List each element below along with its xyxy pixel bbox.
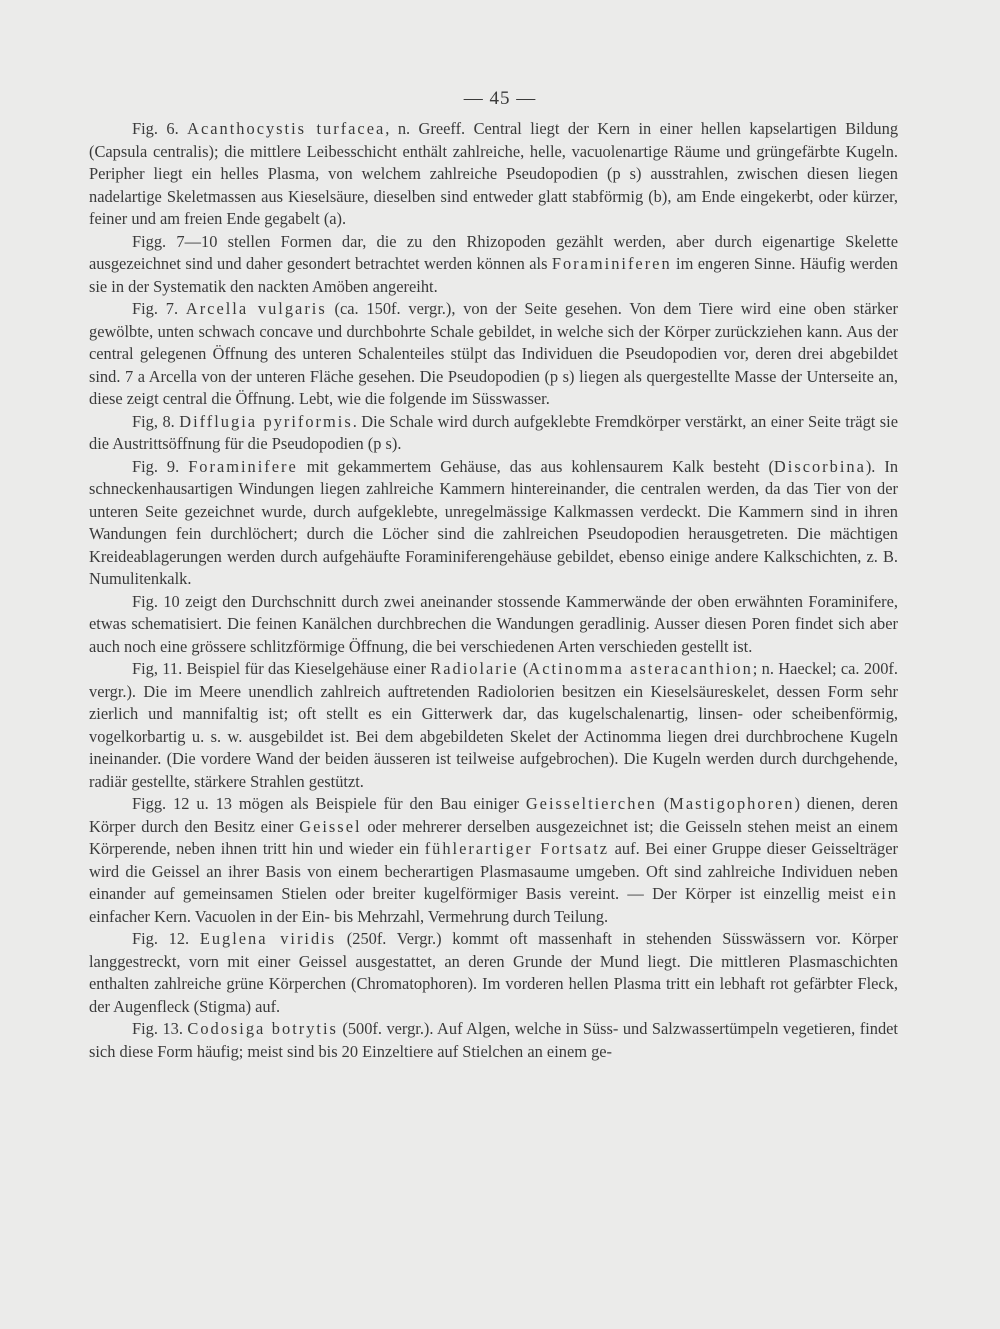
text-run: Fig, 8. bbox=[132, 411, 180, 431]
text-run: Figg. 7—10 stellen Formen dar, die zu den Rhizopoden gezählt werden, aber durch eigenartige Skelette ausgezeichnet sind und daher gesondert betrachtet werden können als bbox=[89, 231, 898, 273]
text-run: ) dienen, deren Körper durch den Besitz einer bbox=[89, 794, 898, 836]
spaced-term: ein bbox=[871, 884, 898, 903]
text-run: (ca. 150f. vergr.), von der Seite gesehen. Von dem Tiere wird eine oben stärker gewölbte, unten schwach concave und durchbohrte Schale gebildet, in welche sich der Körper zurückziehen kann. Aus der central gelegenen Öffnung des unteren Schalenteiles stülpt das Individuen die Pseudopodien vor, deren drei abgebildet sind. 7 a Arcella von der unteren Fläche gesehen. Die Pseudopodien (p s) liegen als quergestellte Masse der Unterseite an, diese zeigt central die Öffnung. Lebt, wie die folgende im Süsswasser. bbox=[89, 299, 898, 408]
text-run: . Die Schale wird durch aufgeklebte Fremdkörper verstärkt, an einer Seite trägt sie die Austrittsöffnung für die Pseudopodien (p s). bbox=[89, 411, 899, 453]
text-run: einfacher Kern. Vacuolen in der Ein- bis Mehrzahl, Vermehrung durch Teilung. bbox=[89, 906, 609, 926]
spaced-term: Actinomma asteracanthion bbox=[528, 659, 753, 678]
spaced-term: Geisseltierchen bbox=[525, 794, 657, 813]
text-run: Fig, 11. Beispiel für das Kieselgehäuse einer bbox=[132, 659, 431, 678]
paragraph bbox=[89, 231, 898, 299]
paragraph bbox=[89, 793, 898, 928]
text-run: Fig. 7. bbox=[132, 299, 186, 318]
text-run: oder mehrerer derselben ausgezeichnet ist; die Geisseln stehen meist an einem Körperende, neben ihnen tritt hin und wieder ein bbox=[89, 816, 898, 858]
text-run: mit gekammertem Gehäuse, das aus kohlensaurem Kalk besteht ( bbox=[297, 456, 774, 476]
text-run: ). In schneckenhausartigen Windungen liegen zahlreiche Kammern hintereinander, die centralen werden, da das Tier von der unteren Seite gezeichnet wurde, durch aufgeklebte, unregelmässige Kalkmassen verdeckt. Die Kammern sind in ihren Wandungen fein durchlöchert; durch die Löcher sind die zahlreichen Pseudopodien herausgetreten. Die mächtigen Kreideablagerungen werden durch aufgehäufte Foraminiferengehäuse gebildet, ebenso einige andere Kalkschichten, z. B. Numulitenkalk. bbox=[89, 456, 899, 588]
paragraph bbox=[89, 658, 898, 793]
paragraph bbox=[89, 411, 898, 456]
text-run: , n. Greeff. Central liegt der Kern in einer hellen kapselartigen Bildung (Capsula centralis); die mittlere Leibesschicht enthält zahlreiche, helle, vacuolenartige Räume und grüngefärbte Kugeln. Peripher liegt ein helles Plasma, von welchem zahlreiche Pseudopodien (p s) ausstrahlen, zwischen diesen liegen nadelartige Skeletmassen aus Kieselsäure, dieselben sind entweder glatt stabförmig (b), am Ende eingekerbt, oder kürzer, feiner und am freien Ende gegabelt (a). bbox=[89, 119, 899, 228]
text-run: Fig. 6. bbox=[132, 119, 188, 138]
paragraph bbox=[89, 118, 898, 231]
page-number: — 45 — bbox=[463, 88, 537, 109]
spaced-term: Discorbina bbox=[773, 456, 866, 476]
paragraph bbox=[89, 1018, 898, 1063]
paragraph bbox=[89, 456, 898, 591]
text-run: (250f. Vergr.) kommt oft massenhaft in stehenden Süsswässern vor. Körper langgestreckt, vorn mit einer Geissel ausgestattet, an deren Grunde der Mund liegt. Die mittleren Plasmaschichten enthalten zahlreiche grüne Körperchen (Chromatophoren). Im vorderen hellen Plasma tritt ein lebhaft rot gefärbter Fleck, der Augenfleck (Stigma) auf. bbox=[89, 929, 898, 1016]
text-run: Fig. 12. bbox=[132, 929, 200, 948]
spaced-term: fühlerartiger Fortsatz bbox=[424, 839, 610, 858]
spaced-term: Acanthocystis turfacea bbox=[187, 119, 386, 138]
text-run: ( bbox=[518, 659, 529, 678]
text-run: (500f. vergr.). Auf Algen, welche in Süss- und Salzwassertümpeln vegetieren, findet sich diese Form häufig; meist sind bis 20 Einzeltiere auf Stielchen an einem ge- bbox=[89, 1019, 898, 1061]
text-run: ( bbox=[656, 794, 670, 813]
spaced-term: Foraminifere bbox=[188, 456, 298, 476]
spaced-term: Geissel bbox=[299, 816, 362, 836]
spaced-term: Radiolarie bbox=[430, 659, 519, 678]
paragraph bbox=[89, 591, 898, 659]
text-run: Fig. 9. bbox=[132, 456, 189, 476]
spaced-term: Mastigophoren bbox=[669, 794, 795, 813]
text-run: ; n. Haeckel; ca. 200f. vergr.). Die im Meere unendlich zahlreich auftretenden Radiolorien besitzen ein Kieselsäureskelet, dessen Form sehr zierlich und mannifaltig ist; oft stellt es ein Gitterwerk dar, das kugelschalenartig, linsen- oder scheibenförmig, vogelkorbartig u. s. w. ausgebildet ist. Bei dem abgebildeten Skelet der Actinomma liegen drei durchbrochene Kugeln ineinander. (Die vordere Wand der beiden äusseren ist teilweise aufgebrochen). Die Kugeln werden durch durchgehende, radiär gestellte, stärkere Strahlen gestützt. bbox=[89, 659, 898, 791]
paragraph bbox=[89, 928, 898, 1018]
spaced-term: Codosiga botrytis bbox=[187, 1019, 338, 1038]
paragraph bbox=[89, 298, 898, 411]
spaced-term: Arcella vulgaris bbox=[185, 299, 327, 318]
text-run: auf. Bei einer Gruppe dieser Geisselträger wird die Geissel an ihrer Basis von einem becherartigen Plasmasaume umgeben. Oft sind zahlreiche Individuen neben einander auf gemeinsamen Stielen oder breiter kugelförmiger Basis vereint. — Der Körper ist einzellig meist bbox=[89, 839, 898, 903]
spaced-term: Foraminiferen bbox=[551, 254, 672, 273]
text-run: Fig. 10 zeigt den Durchschnitt durch zwei aneinander stossende Kammerwände der oben erwähnten Foraminifere, etwas schematisiert. Die feinen Kanälchen durchbrechen die Wandungen geradlinig. Ausser diesen Poren findet sich aber auch noch eine grössere schlitzförmige Öffnung, die bei verschiedenen Arten verschieden gestellt ist. bbox=[89, 591, 898, 656]
text-run: Fig. 13. bbox=[132, 1019, 188, 1038]
spaced-term: Difflugia pyriformis bbox=[179, 411, 353, 431]
text-run: im engeren Sinne. Häufig werden sie in der Systematik den nackten Amöben angereiht. bbox=[89, 254, 899, 296]
page-body bbox=[89, 118, 898, 1063]
spaced-term: Euglena viridis bbox=[199, 929, 337, 948]
text-run: Figg. 12 u. 13 mögen als Beispiele für den Bau einiger bbox=[132, 794, 526, 813]
